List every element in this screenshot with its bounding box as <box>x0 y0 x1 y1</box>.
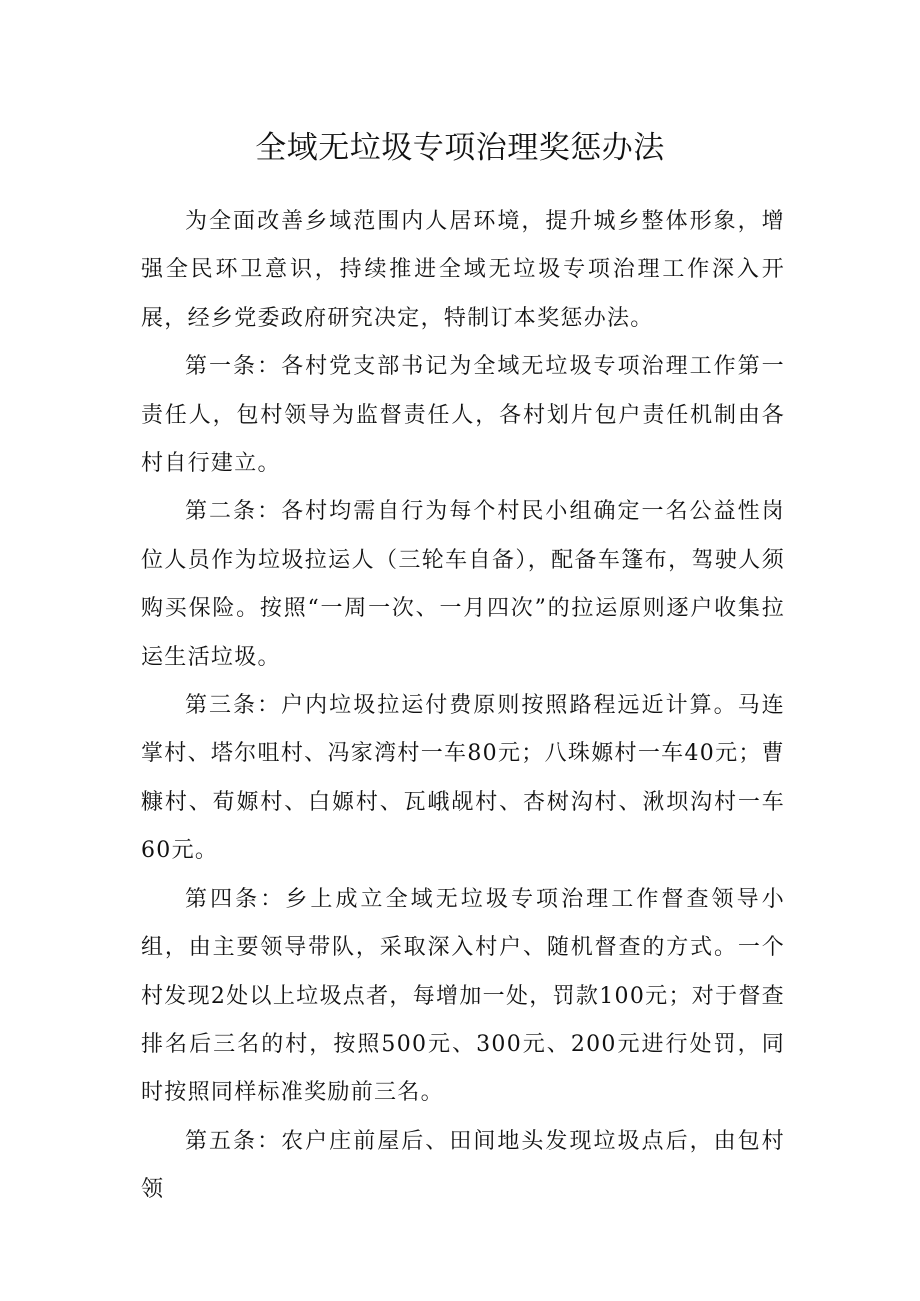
paragraph-intro: 为全面改善乡域范围内人居环境，提升城乡整体形象，增强全民环卫意识，持续推进全域无垃圾专项治理工作深入开展，经乡党委政府研究决定，特制订本奖惩办法。 <box>141 209 785 331</box>
paragraph-article-1: 第一条：各村党支部书记为全域无垃圾专项治理工作第一责任人，包村领导为监督责任人，各村划片包户责任机制由各村自行建立。 <box>141 354 785 477</box>
document-title: 全域无垃圾专项治理奖惩办法 <box>255 130 665 166</box>
paragraph-article-3: 第三条：户内垃圾拉运付费原则按照路程远近计算。马连掌村、塔尔咀村、冯家湾村一车80元；八珠嫄村一车40元；曹糠村、荀嫄村、白嫄村、瓦峨觇村、杏树沟村、湫坝沟村一车60元。 <box>141 693 785 864</box>
paragraph-article-5: 第五条：农户庄前屋后、田间地头发现垃圾点后，由包村领 <box>141 1128 785 1203</box>
document-body <box>141 198 785 1215</box>
paragraph-article-4: 第四条：乡上成立全域无垃圾专项治理工作督查领导小组，由主要领导带队，采取深入村户、随机督查的方式。一个村发现2处以上垃圾点者，每增加一处，罚款100元；对于督查排名后三名的村，按照500元、300元、200元进行处罚，同时按照同样标准奖励前三名。 <box>141 886 785 1106</box>
paragraph-article-2: 第二条：各村均需自行为每个村民小组确定一名公益性岗位人员作为垃圾拉运人（三轮车自备），配备车篷布，驾驶人须购买保险。按照“一周一次、一月四次”的拉运原则逐户收集拉运生活垃圾。 <box>141 499 785 670</box>
